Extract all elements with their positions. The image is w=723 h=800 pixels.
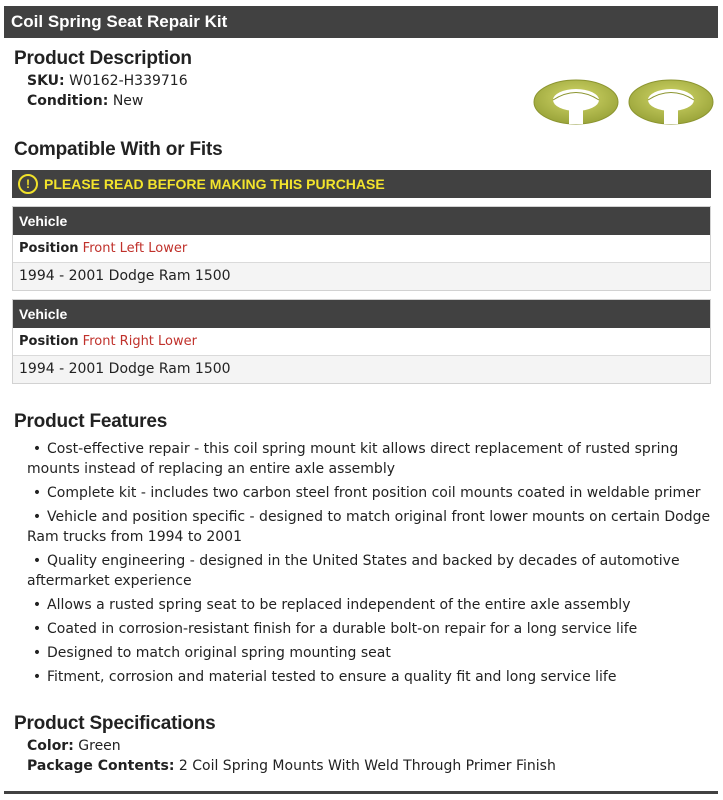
sku-value: W0162-H339716 bbox=[69, 73, 188, 89]
bullet-icon: • bbox=[32, 669, 42, 685]
bullet-icon: • bbox=[32, 553, 42, 569]
product-specifications-heading: Product Specifications bbox=[14, 713, 216, 734]
bullet-icon: • bbox=[32, 621, 42, 637]
list-item: • Designed to match original spring mounting seat bbox=[27, 643, 717, 663]
exclamation-circle-icon: ! bbox=[18, 174, 38, 194]
fitment-vehicle-row: 1994 - 2001 Dodge Ram 1500 bbox=[13, 356, 710, 383]
list-item: • Vehicle and position specific - designed to match original front lower mounts on certain Dodge Ram trucks from 1994 to 2001 bbox=[27, 509, 711, 545]
list-item: • Complete kit - includes two carbon steel front position coil mounts coated in weldable primer bbox=[27, 483, 717, 503]
features-list bbox=[27, 439, 717, 691]
bottom-divider bbox=[4, 791, 718, 794]
position-label: Position bbox=[19, 334, 79, 349]
compatible-heading: Compatible With or Fits bbox=[14, 139, 223, 160]
bullet-icon: • bbox=[32, 509, 42, 525]
fitment-table-front-right bbox=[12, 299, 711, 384]
position-value: Front Right Lower bbox=[82, 334, 197, 349]
fitment-table-front-left bbox=[12, 206, 711, 291]
page-title: Coil Spring Seat Repair Kit bbox=[4, 6, 718, 38]
spring-seat-right bbox=[629, 80, 713, 124]
position-value: Front Left Lower bbox=[82, 241, 188, 256]
sku-label: SKU: bbox=[27, 73, 65, 89]
fitment-table-header: Vehicle bbox=[13, 207, 710, 235]
list-item: • Quality engineering - designed in the United States and backed by decades of automotive aftermarket experience bbox=[27, 553, 680, 589]
condition-row bbox=[27, 93, 143, 109]
color-row bbox=[27, 738, 121, 754]
bullet-icon: • bbox=[32, 485, 42, 501]
list-item: • Fitment, corrosion and material tested to ensure a quality fit and long service life bbox=[27, 667, 717, 687]
fitment-position-row bbox=[13, 328, 710, 356]
fitment-vehicle-row: 1994 - 2001 Dodge Ram 1500 bbox=[13, 263, 710, 290]
bullet-icon: • bbox=[32, 645, 42, 661]
list-item: • Allows a rusted spring seat to be replaced independent of the entire axle assembly bbox=[27, 595, 717, 615]
product-image bbox=[533, 77, 715, 125]
color-label: Color: bbox=[27, 738, 74, 754]
condition-label: Condition: bbox=[27, 93, 109, 109]
package-contents-row bbox=[27, 758, 556, 774]
spring-seat-left bbox=[534, 80, 618, 124]
package-contents-label: Package Contents: bbox=[27, 758, 175, 774]
bullet-icon: • bbox=[32, 597, 42, 613]
purchase-warning-bar bbox=[12, 170, 711, 198]
bullet-icon: • bbox=[32, 441, 42, 457]
list-item: • Coated in corrosion-resistant finish for a durable bolt-on repair for a long service life bbox=[27, 619, 717, 639]
product-features-heading: Product Features bbox=[14, 411, 168, 432]
product-description-heading: Product Description bbox=[14, 48, 192, 69]
list-item: • Cost-effective repair - this coil spring mount kit allows direct replacement of rusted spring mounts instead of replacing an entire axle assembly bbox=[27, 441, 679, 477]
position-label: Position bbox=[19, 241, 79, 256]
fitment-table-header: Vehicle bbox=[13, 300, 710, 328]
sku-row bbox=[27, 73, 188, 89]
package-contents-value: 2 Coil Spring Mounts With Weld Through Primer Finish bbox=[178, 758, 556, 774]
purchase-warning-text: PLEASE READ BEFORE MAKING THIS PURCHASE bbox=[44, 176, 385, 192]
color-value: Green bbox=[78, 738, 121, 754]
condition-value: New bbox=[112, 93, 144, 109]
fitment-position-row bbox=[13, 235, 710, 263]
